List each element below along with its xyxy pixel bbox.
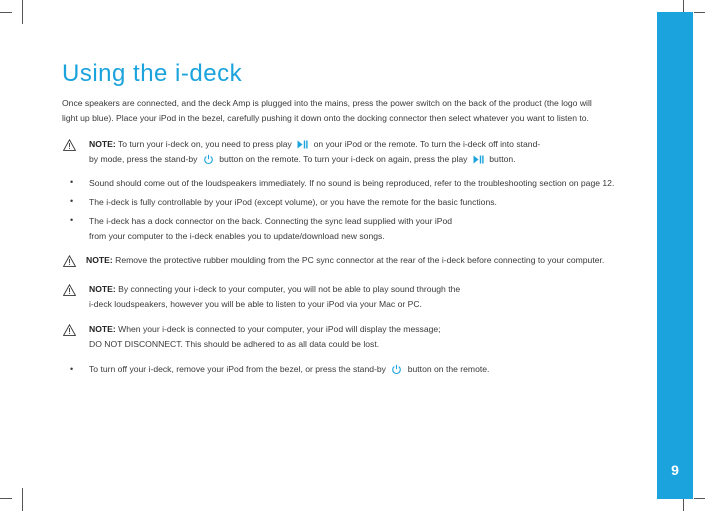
page-number: 9 [671, 462, 679, 478]
intro-line: Once speakers are connected, and the deck Amp is plugged into the mains, press the power switch on the back of the product (the logo will [62, 98, 592, 108]
play-pause-icon [297, 140, 308, 149]
note-text: i-deck loudspeakers, however you will be able to listen to your iPod via your Mac or PC. [89, 299, 422, 309]
warning-triangle-icon [63, 284, 76, 296]
note-text: By connecting your i-deck to your computer, you will not be able to play sound through the [118, 284, 461, 294]
note-2 [86, 253, 604, 268]
bullet-text: The i-deck has a dock connector on the back. Connecting the sync lead supplied with your iPod [89, 216, 453, 226]
note-text: When your i-deck is connected to your computer, your iPod will display the message; [118, 324, 441, 334]
note-1-line [89, 152, 540, 167]
bullet-dot: • [70, 215, 74, 225]
note-label: NOTE: [86, 255, 113, 265]
note-text: button. [489, 154, 516, 164]
note-label: NOTE: [89, 139, 116, 149]
bullet-text: To turn off your i-deck, remove your iPod from the bezel, or press the stand-by [89, 364, 386, 374]
note-3-line [89, 282, 460, 297]
warning-triangle-icon [63, 255, 76, 267]
bullet-dot: • [70, 196, 74, 206]
note-text: by mode, press the stand-by [89, 154, 198, 164]
page-title: Using the i-deck [62, 60, 243, 87]
bullet-dot: • [70, 177, 74, 187]
note-label: NOTE: [89, 324, 116, 334]
bullet-text: The i-deck is fully controllable by your iPod (except volume), or you have the remote for the basic functions. [89, 197, 497, 207]
crop-mark [22, 488, 23, 511]
bullet-text: from your computer to the i-deck enables you to update/download new songs. [89, 231, 385, 241]
standby-power-icon [391, 364, 402, 375]
bullet-item [89, 176, 614, 191]
note-text: Remove the protective rubber moulding from the PC sync connector at the rear of the i-deck before connecting to your computer. [115, 255, 605, 265]
bullet-item [89, 214, 452, 244]
note-text: DO NOT DISCONNECT. This should be adhered to as all data could be lost. [89, 339, 380, 349]
page-sidebar-band [657, 12, 693, 499]
warning-triangle-icon [63, 139, 76, 151]
note-label: NOTE: [89, 284, 116, 294]
intro-line: light up blue). Place your iPod in the bezel, carefully pushing it down onto the docking connector then select whatever you want to listen to. [62, 113, 589, 123]
play-pause-icon [473, 155, 484, 164]
crop-mark [0, 12, 12, 13]
crop-mark [694, 498, 705, 499]
intro-paragraph [62, 96, 592, 126]
note-1-line [89, 137, 540, 152]
note-4 [89, 322, 441, 352]
note-text: on your iPod or the remote. To turn the i-deck off into stand- [313, 139, 541, 149]
bullet-text: button on the remote. [407, 364, 490, 374]
note-4-line [89, 322, 441, 337]
standby-power-icon [203, 154, 214, 165]
note-text: button on the remote. To turn your i-deck on again, press the play [219, 154, 468, 164]
bullet-item [89, 195, 497, 210]
crop-mark [22, 0, 23, 24]
note-text: To turn your i-deck on, you need to press play [117, 139, 292, 149]
note-1 [89, 137, 540, 167]
note-3 [89, 282, 460, 312]
bullet-dot: • [70, 364, 74, 374]
crop-mark [0, 498, 12, 499]
bullet-item [89, 362, 489, 377]
bullet-text: Sound should come out of the loudspeakers immediately. If no sound is being reproduced, refer to the troubleshooting section on page 12. [89, 178, 615, 188]
crop-mark [694, 12, 705, 13]
warning-triangle-icon [63, 324, 76, 336]
